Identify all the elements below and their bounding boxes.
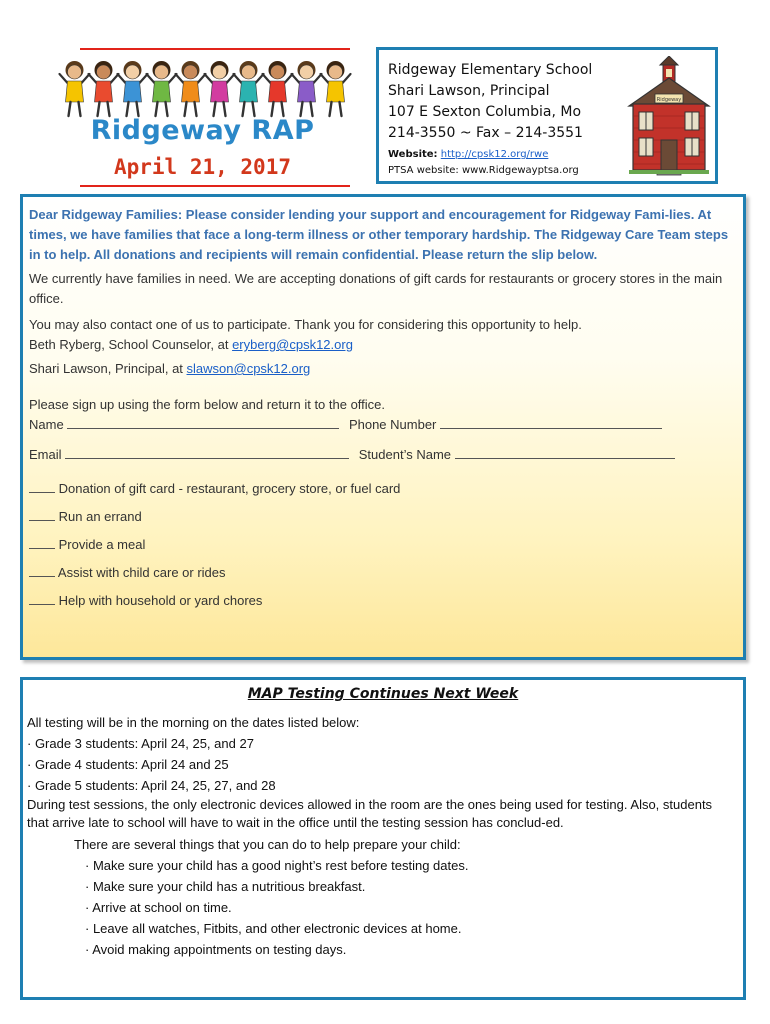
option-blank[interactable]: [29, 535, 55, 549]
volunteer-options: [29, 479, 729, 611]
ptsa-website: PTSA website: www.Ridgewayptsa.org: [388, 165, 579, 176]
child-figure-icon: [234, 61, 264, 116]
counselor-text: Beth Ryberg, School Counselor, at: [29, 337, 233, 352]
email-blank[interactable]: [65, 445, 349, 459]
map-testing-box: [20, 677, 746, 1000]
contact-lines: [388, 60, 613, 179]
child-figure-icon: [118, 61, 148, 116]
map-testing-title: MAP Testing Continues Next Week: [247, 686, 519, 702]
tip-rest: · Make sure your child has a good night’s rest before testing dates.: [85, 858, 469, 873]
care-team-appeal-box: [20, 194, 746, 660]
child-figure-icon: [205, 61, 235, 116]
option-blank[interactable]: [29, 591, 55, 605]
children-clipart-icon: [50, 54, 355, 124]
tip-appointments: · Avoid making appointments on testing days.: [85, 942, 347, 957]
counselor-contact: [29, 335, 729, 355]
principal-name: Shari Lawson, Principal: [388, 83, 550, 99]
option-blank[interactable]: [29, 479, 55, 493]
child-figure-icon: [147, 61, 177, 116]
email-student-row: [29, 445, 729, 465]
website-line: [388, 147, 613, 163]
option-blank[interactable]: [29, 563, 55, 577]
tip-on-time: · Arrive at school on time.: [85, 900, 232, 915]
grade-4-schedule: · Grade 4 students: April 24 and 25: [27, 757, 229, 772]
child-figure-icon: [292, 61, 322, 116]
map-testing-body: [27, 712, 737, 960]
contact-intro-paragraph: You may also contact one of us to participate. Thank you for considering this opportunity to help.: [29, 317, 582, 332]
website-link[interactable]: http://cpsk12.org/rwe: [440, 149, 549, 160]
option-label: Donation of gift card - restaurant, grocery store, or fuel card: [58, 481, 401, 496]
option-label: Run an errand: [58, 509, 142, 524]
email-label: Email: [29, 447, 62, 462]
option-label: Assist with child care or rides: [57, 565, 226, 580]
option-gift-card: [29, 479, 729, 499]
schoolhouse-icon: [627, 56, 711, 178]
school-phone: 214-3550 ~ Fax – 214-3551: [388, 125, 583, 141]
child-figure-icon: [60, 61, 90, 116]
appeal-content: [29, 205, 729, 611]
website-label: Website:: [388, 149, 438, 160]
families-in-need-paragraph: We currently have families in need. We are accepting donations of gift cards for restaurants or grocery stores in the main office.: [29, 271, 723, 306]
grade-5-schedule: · Grade 5 students: April 24, 25, 27, and 28: [27, 778, 276, 793]
devices-paragraph: During test sessions, the only electronic devices allowed in the room are the ones being used for testing. Also, students that arrive late to school will have to wait in the office until the testing session has conclud-ed.: [27, 797, 713, 830]
name-label: Name: [29, 417, 64, 432]
student-name-label: Student’s Name: [358, 447, 452, 462]
school-name: Ridgeway Elementary School: [388, 62, 593, 78]
phone-label: Phone Number: [348, 417, 437, 432]
masthead-bottom-rule: [80, 185, 350, 187]
option-label: Provide a meal: [58, 537, 146, 552]
masthead: [50, 40, 355, 190]
appeal-lead-paragraph: Dear Ridgeway Families: Please consider lending your support and encouragement for Ridgeway Fami-lies. At times, we have families that face a long-term illness or other temporary hardship. The Ridgeway Care Team steps in to help. All donations and recipients will remain confidential. Please return the slip below.: [29, 207, 729, 262]
prepare-intro: There are several things that you can do to help prepare your child:: [74, 837, 461, 852]
principal-contact: [29, 359, 729, 379]
masthead-top-rule: [80, 48, 350, 50]
grade-3-schedule: · Grade 3 students: April 24, 25, and 27: [27, 736, 254, 751]
schoolhouse-sign: Ridgeway: [656, 97, 682, 103]
name-blank[interactable]: [67, 415, 339, 429]
testing-intro: All testing will be in the morning on the dates listed below:: [27, 715, 360, 730]
child-figure-icon: [176, 61, 206, 116]
student-name-blank[interactable]: [455, 445, 675, 459]
option-blank[interactable]: [29, 507, 55, 521]
principal-email-link[interactable]: slawson@cpsk12.org: [186, 361, 311, 376]
school-address: 107 E Sexton Columbia, Mo: [388, 104, 582, 120]
tip-devices: · Leave all watches, Fitbits, and other electronic devices at home.: [85, 921, 462, 936]
phone-blank[interactable]: [440, 415, 662, 429]
option-errand: [29, 507, 729, 527]
name-phone-row: [29, 415, 729, 435]
school-contact-box: [376, 47, 718, 184]
option-child-care: [29, 563, 729, 583]
child-figure-icon: [321, 61, 351, 116]
principal-text: Shari Lawson, Principal, at: [29, 361, 187, 376]
option-chores: [29, 591, 729, 611]
tip-breakfast: · Make sure your child has a nutritious breakfast.: [85, 879, 366, 894]
newsletter-title: Ridgeway RAP: [90, 115, 315, 146]
signup-instruction: Please sign up using the form below and return it to the office.: [29, 397, 386, 412]
newsletter-date: April 21, 2017: [113, 155, 291, 179]
child-figure-icon: [263, 61, 293, 116]
option-meal: [29, 535, 729, 555]
counselor-email-link[interactable]: eryberg@cpsk12.org: [232, 337, 353, 352]
child-figure-icon: [89, 61, 119, 116]
option-label: Help with household or yard chores: [58, 593, 263, 608]
